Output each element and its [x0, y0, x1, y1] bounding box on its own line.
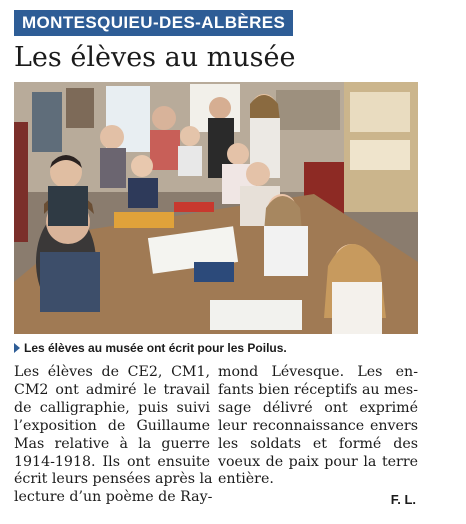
- article-headline: Les élèves au musée: [14, 42, 296, 73]
- body-line: entière.: [218, 471, 274, 488]
- triangle-right-icon: [14, 343, 20, 353]
- author-signature: F. L.: [390, 492, 416, 507]
- body-column-1: [14, 364, 213, 507]
- photo-illustration: [14, 82, 418, 334]
- body-line: les soldats et formé des: [218, 435, 418, 452]
- body-line: Mas relative à la guerre: [14, 435, 210, 452]
- body-line: l’exposition de Guillaume: [14, 417, 210, 434]
- body-line: 1914-1918. Ils ont ensuite: [14, 453, 210, 470]
- article-photo: [14, 82, 418, 334]
- body-line: CM2 ont admiré le travail: [14, 381, 210, 398]
- photo-caption: [14, 341, 287, 356]
- body-line: lecture d’un poème de Ray-: [14, 489, 213, 506]
- body-line: sage délivré ont exprimé: [218, 399, 418, 416]
- body-line: fants bien réceptifs au mes-: [218, 381, 418, 398]
- body-line: leur reconnaissance envers: [218, 417, 418, 434]
- body-column-2: [218, 364, 418, 489]
- body-line: écrit leurs pensées après la: [14, 471, 213, 488]
- section-kicker: MONTESQUIEU-DES-ALBÈRES: [14, 10, 293, 36]
- body-line: Les élèves de CE2, CM1,: [14, 364, 210, 380]
- photo-caption-text: Les élèves au musée ont écrit pour les Poilus.: [24, 341, 287, 355]
- body-line: mond Lévesque. Les en-: [218, 364, 418, 380]
- body-line: voeux de paix pour la terre: [218, 453, 418, 470]
- body-line: de calligraphie, puis suivi: [14, 399, 210, 416]
